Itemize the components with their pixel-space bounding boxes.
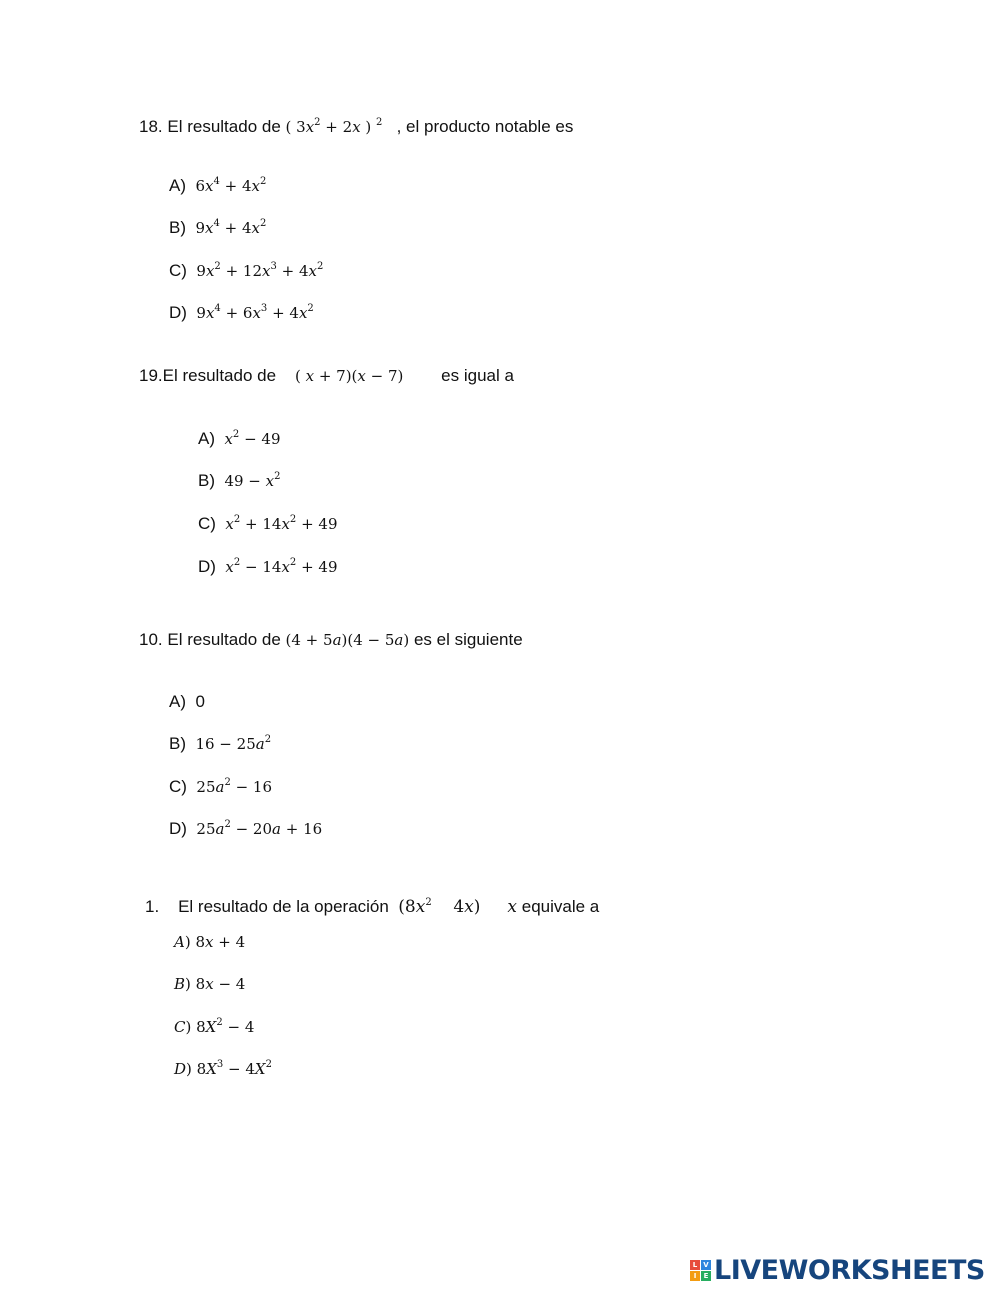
q19-expression: ( x + 7)(x − 7) xyxy=(294,367,404,385)
q10-option-d-math: $25a^2 - 20a + 16$ xyxy=(196,819,323,838)
q10-expression: (4 + 5a)(4 − 5a) xyxy=(285,631,410,649)
option-letter: B xyxy=(174,975,186,993)
q19-option-a-math: $x^2 - 49$ xyxy=(224,429,281,448)
option-letter: B) xyxy=(169,218,186,237)
option-letter: C) xyxy=(169,261,187,280)
logo-text: LIVEWORKSHEETS xyxy=(714,1254,985,1286)
q18-suffix: , el producto notable es xyxy=(396,117,574,136)
option-letter: B) xyxy=(169,734,186,753)
q19-prompt xyxy=(139,365,514,387)
q19-option-d[interactable] xyxy=(198,556,338,578)
q10-suffix: es el siguiente xyxy=(413,630,523,649)
q18-option-d-math: $9x^4 + 6x^3 + 4x^2$ xyxy=(196,303,314,322)
q18-option-a[interactable] xyxy=(169,175,266,197)
q19-option-b[interactable] xyxy=(198,470,281,492)
q18-prefix: El resultado de xyxy=(167,117,281,136)
q18-number: 18. xyxy=(139,117,163,136)
option-letter: C) xyxy=(169,777,187,796)
option-letter: A) xyxy=(169,692,186,711)
q1-prefix: El resultado de la operación xyxy=(178,897,389,916)
option-letter: A) xyxy=(169,176,186,195)
q10-option-c-math: $25a^2 - 16$ xyxy=(196,777,273,796)
option-letter: D) xyxy=(198,557,216,576)
q18-option-b[interactable] xyxy=(169,217,266,239)
q1-option-a[interactable]: A) 8x + 4 xyxy=(174,933,246,951)
q10-option-d[interactable] xyxy=(169,818,322,840)
option-letter: B) xyxy=(198,471,215,490)
option-letter: A xyxy=(174,933,185,951)
option-letter: C) xyxy=(198,514,216,533)
q19-option-b-math: $49 - x^2$ xyxy=(224,471,281,490)
q18-option-b-math: $9x^4 + 4x^2$ xyxy=(195,218,267,237)
q10-option-b-math: $16 - 25a^2$ xyxy=(195,734,272,753)
q10-option-a-value: 0 xyxy=(195,692,205,711)
q19-option-d-math: $x^2 - 14x^2 + 49$ xyxy=(225,557,338,576)
q19-option-c[interactable] xyxy=(198,513,338,535)
q1-option-c[interactable]: C) $8X^2 - 4$ xyxy=(174,1017,255,1036)
q1-expression: ($8x^2$ 4x) x xyxy=(398,897,517,917)
q18-option-c[interactable] xyxy=(169,260,323,282)
q19-number: 19. xyxy=(139,366,163,385)
q19-suffix: es igual a xyxy=(441,366,514,385)
option-letter: A) xyxy=(198,429,215,448)
q10-option-a[interactable] xyxy=(169,691,205,713)
q10-option-c[interactable] xyxy=(169,776,272,798)
q10-option-b[interactable] xyxy=(169,733,271,755)
q18-option-a-math: $6x^4 + 4x^2$ xyxy=(195,176,267,195)
q10-prefix: El resultado de xyxy=(167,630,281,649)
option-letter: D) xyxy=(169,819,187,838)
q10-prompt xyxy=(139,629,523,651)
option-letter: D) xyxy=(169,303,187,322)
q19-option-a[interactable] xyxy=(198,428,281,450)
q1-number: 1. xyxy=(145,897,160,916)
option-letter: C xyxy=(174,1018,186,1036)
q1-option-d[interactable]: D) $8X^3 - 4X^2$ xyxy=(174,1059,272,1078)
q18-prompt xyxy=(139,116,573,138)
option-letter: D xyxy=(174,1060,187,1078)
q18-option-c-math: $9x^2 + 12x^3 + 4x^2$ xyxy=(196,261,324,280)
q10-number: 10. xyxy=(139,630,163,649)
q19-prefix: El resultado de xyxy=(162,366,277,385)
q1-option-b[interactable]: B) 8x − 4 xyxy=(174,975,246,993)
q19-option-c-math: $x^2 + 14x^2 + 49$ xyxy=(225,514,338,533)
q1-prompt xyxy=(145,896,599,918)
logo-mark-icon: L V I E xyxy=(690,1260,711,1281)
q18-expression: ( $3x^2 + 2x$ ) $^2$ xyxy=(285,117,383,136)
liveworksheets-logo xyxy=(690,1254,985,1286)
q18-option-d[interactable] xyxy=(169,302,314,324)
q1-suffix: equivale a xyxy=(521,897,600,916)
